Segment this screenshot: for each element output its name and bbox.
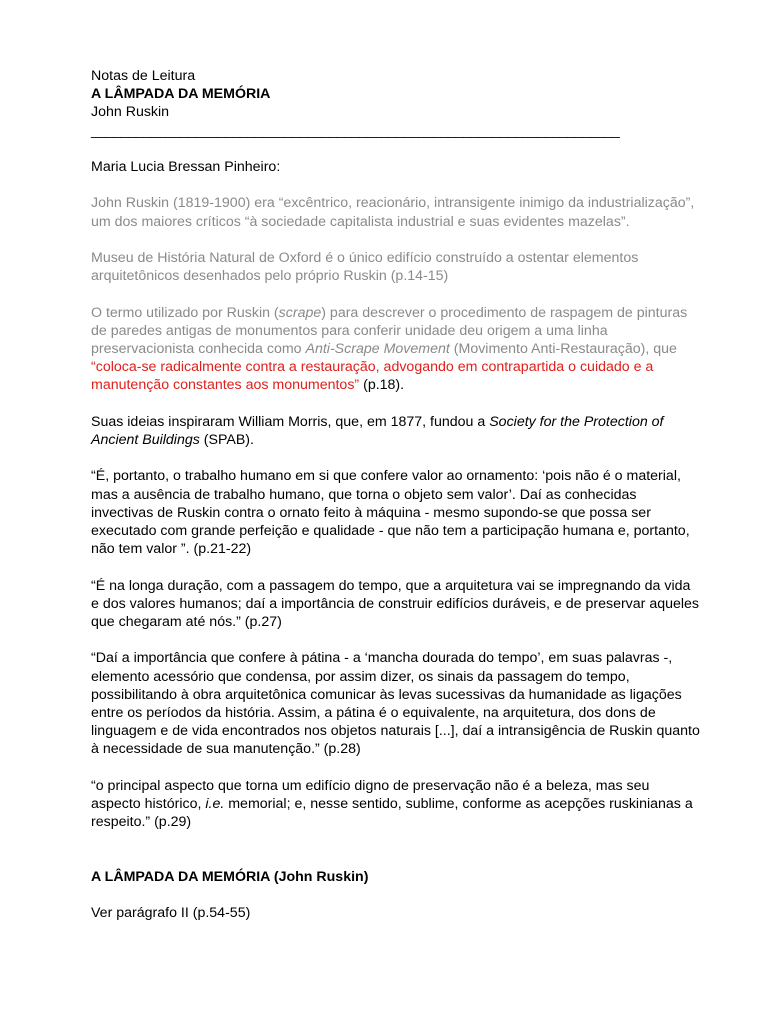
doc-title: A LÂMPADA DA MEMÓRIA — [91, 86, 271, 103]
paragraph-anti-scrape — [91, 304, 701, 395]
text-segment: Suas ideias inspiraram William Morris, que, em 1877, fundou a — [91, 413, 490, 430]
text-segment: (p.18). — [359, 377, 405, 394]
paragraph-oxford-museum: Museu de História Natural de Oxford é o único edifício construído a ostentar elementos arquitetônicos desenhados pelo próprio Ruskin (p.14-15) — [91, 249, 639, 285]
text-segment-italic: Society for the Protection of Ancient Buildings — [91, 413, 664, 448]
document-page — [91, 67, 701, 922]
doc-label: Notas de Leitura — [91, 68, 196, 84]
paragraph-ruskin-bio: John Ruskin (1819-1900) era “excêntrico, reacionário, intransigente inimigo da industrialização”, um dos maiores críticos “à sociedade capitalista industrial e suas evidentes mazelas”. — [91, 195, 695, 230]
paragraph-quote-duration: “É na longa duração, com a passagem do tempo, que a arquitetura vai se impregnando da vida e dos valores humanos; daí a importância de construir edifícios duráveis, e de preservar aqueles que chegaram até nós.” (p.27) — [91, 577, 700, 630]
text-segment-italic: Anti-Scrape Movement — [305, 340, 450, 357]
text-segment: ) para descrever o procedimento de raspagem de pinturas de paredes antigas de monumentos para conferir unidade deu origem a uma linha preservacionista conhecida como — [91, 304, 688, 357]
text-segment: (SPAB). — [199, 431, 254, 448]
section-heading-lamp: A LÂMPADA DA MEMÓRIA (John Ruskin) — [91, 868, 369, 885]
section-author-heading: Maria Lucia Bressan Pinheiro: — [91, 159, 281, 175]
text-segment-italic: i.e. — [205, 795, 225, 812]
paragraph-quote-ornament: “É, portanto, o trabalho humano em si que confere valor ao ornamento: ‘pois não é o material, mas a ausência de trabalho humano, que torna o objeto sem valor’. Daí as conhecidas invectivas de Ruskin contra o ornato feito à máquina - mesmo supondo-se que possa ser executado com grande perfeição e qualidade - que não tem a participação humana e, portanto, não tem valor ”. (p.21-22) — [91, 468, 690, 558]
paragraph-quote-preservation — [91, 777, 701, 832]
paragraph-reference: Ver parágrafo II (p.54-55) — [91, 905, 251, 922]
text-segment: memorial; e, nesse sentido, sublime, conforme as acepções ruskinianas a respeito.” (p.29) — [91, 795, 693, 831]
paragraph-quote-patina: “Daí a importância que confere à pátina - a ‘mancha dourada do tempo’, em suas palavras -, elemento acessório que condensa, por assim dizer, os sinais da passagem do tempo, possibilitando à obra arquitetônica comunicar às levas sucessivas da humanidade as ligações entre os períodos da história. Assim, a pátina é o equivalente, na arquitetura, dos dons de linguagem e de vida encontrados nos objetos naturais [...], daí a intransigência de Ruskin quanto à necessidade de sua manutenção.” (p.28) — [91, 650, 700, 758]
text-segment-italic: scrape — [278, 304, 322, 321]
text-segment: (Movimento Anti-Restauração), que — [449, 340, 677, 357]
doc-author: John Ruskin — [91, 104, 170, 121]
highlighted-quote: “coloca-se radicalmente contra a restauração, advogando em contrapartida o cuidado e a manutenção constantes aos monumentos” — [91, 359, 654, 394]
paragraph-william-morris — [91, 413, 701, 449]
horizontal-rule: _______________________________________________________________________ — [91, 122, 620, 139]
text-segment: “o principal aspecto que torna um edifício digno de preservação não é a beleza, mas seu aspecto histórico, — [91, 777, 650, 812]
text-segment: O termo utilizado por Ruskin ( — [91, 304, 279, 321]
